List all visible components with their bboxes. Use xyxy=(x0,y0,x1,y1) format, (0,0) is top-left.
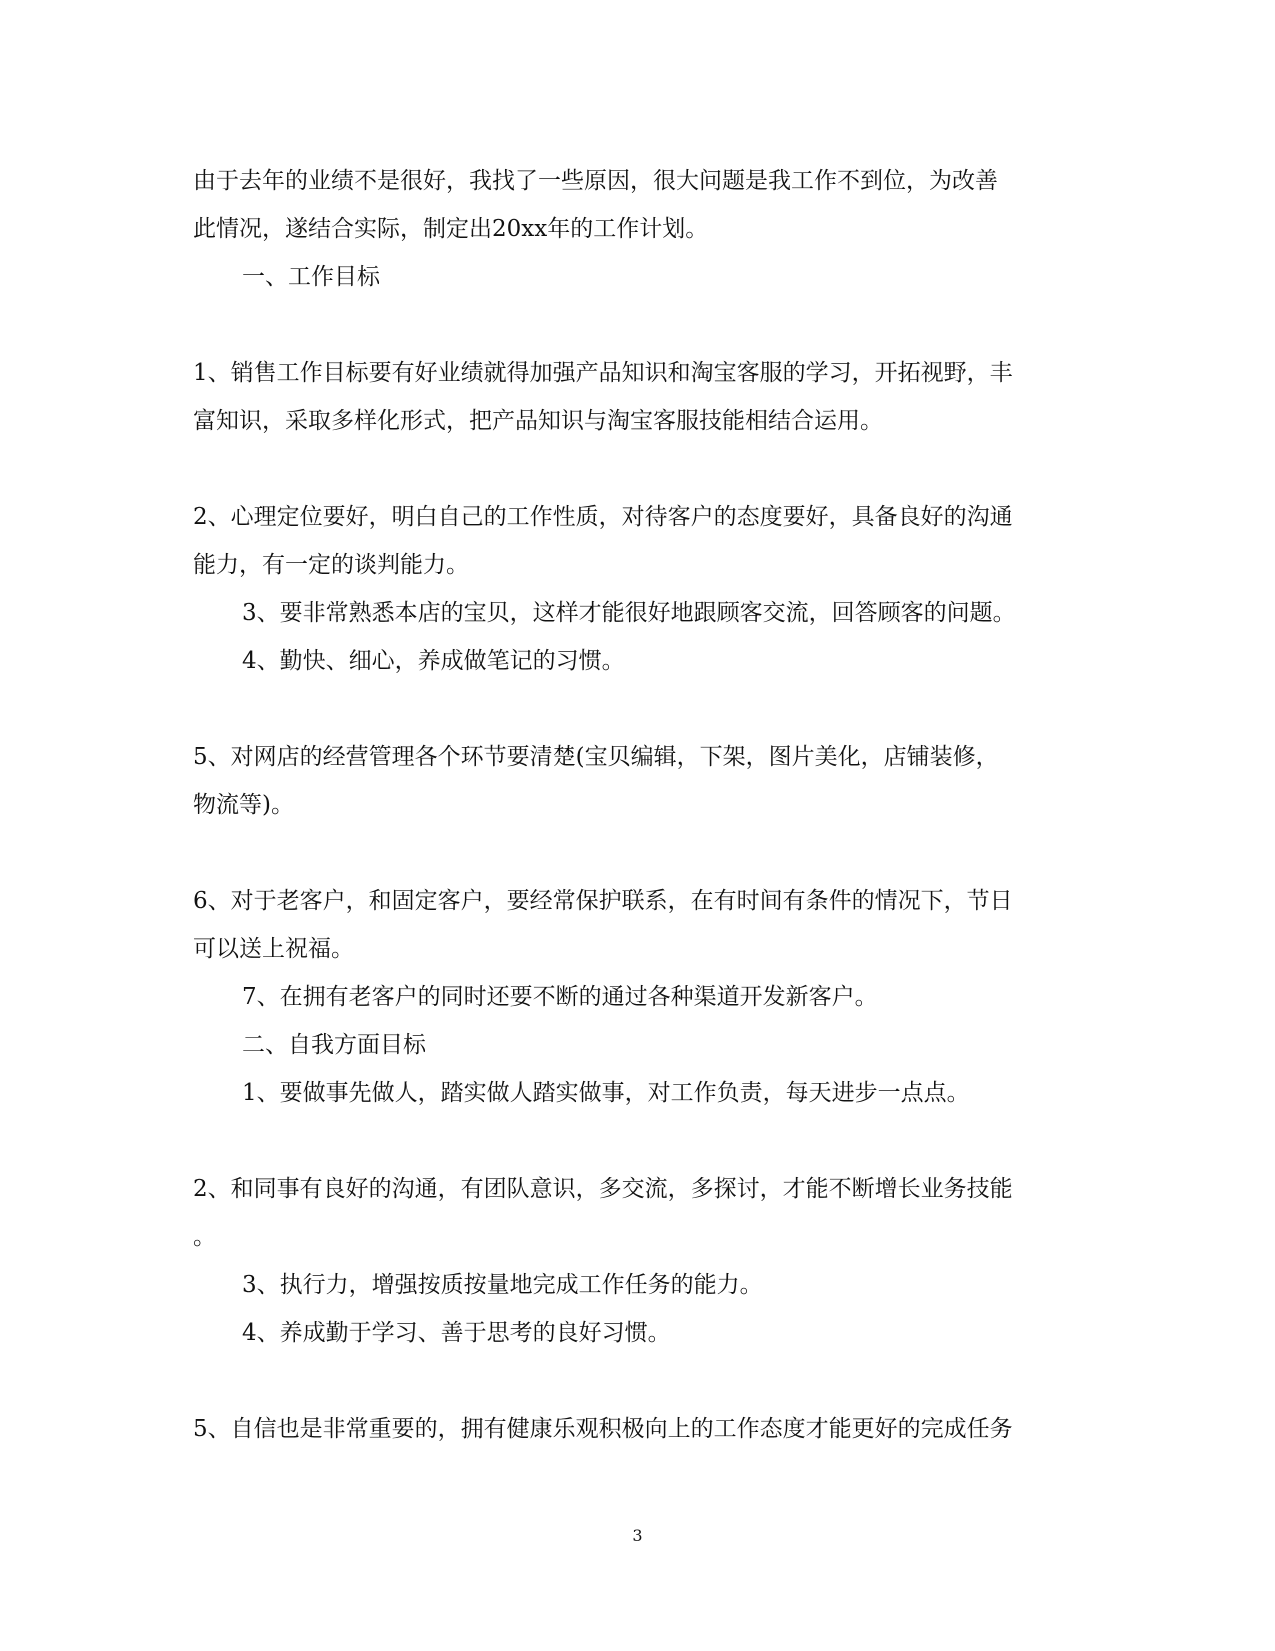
paragraph-line: 此情况，遂结合实际，制定出20xx年的工作计划。 xyxy=(193,216,709,242)
paragraph-line: 由于去年的业绩不是很好，我找了一些原因，很大问题是我工作不到位，为改善 xyxy=(193,168,998,194)
section-heading: 二、自我方面目标 xyxy=(242,1032,426,1058)
paragraph-line: 1、要做事先做人，踏实做人踏实做事，对工作负责，每天进步一点点。 xyxy=(242,1080,970,1106)
paragraph-line: 2、心理定位要好，明白自己的工作性质，对待客户的态度要好，具备良好的沟通 xyxy=(193,504,1013,530)
page-number: 3 xyxy=(632,1526,643,1545)
paragraph-line: 4、养成勤于学习、善于思考的良好习惯。 xyxy=(242,1320,671,1346)
paragraph-line: 可以送上祝福。 xyxy=(193,936,354,962)
paragraph-line: 富知识，采取多样化形式，把产品知识与淘宝客服技能相结合运用。 xyxy=(193,408,883,434)
section-heading: 一、工作目标 xyxy=(242,264,380,290)
paragraph-line: 7、在拥有老客户的同时还要不断的通过各种渠道开发新客户。 xyxy=(242,984,878,1010)
paragraph-line: 5、对网店的经营管理各个环节要清楚(宝贝编辑，下架，图片美化，店铺装修， xyxy=(193,744,999,770)
paragraph-line: 3、执行力，增强按质按量地完成工作任务的能力。 xyxy=(242,1272,763,1298)
paragraph-line: 5、自信也是非常重要的，拥有健康乐观积极向上的工作态度才能更好的完成任务 xyxy=(193,1416,1013,1442)
paragraph-line: 能力，有一定的谈判能力。 xyxy=(193,552,469,578)
paragraph-line: 4、勤快、细心，养成做笔记的习惯。 xyxy=(242,648,625,674)
paragraph-line: 2、和同事有良好的沟通，有团队意识，多交流，多探讨，才能不断增长业务技能 xyxy=(193,1176,1013,1202)
paragraph-line: 3、要非常熟悉本店的宝贝，这样才能很好地跟顾客交流，回答顾客的问题。 xyxy=(242,600,1016,626)
paragraph-line: 。 xyxy=(193,1224,216,1250)
paragraph-line: 6、对于老客户，和固定客户，要经常保护联系，在有时间有条件的情况下，节日 xyxy=(193,888,1013,914)
paragraph-line: 1、销售工作目标要有好业绩就得加强产品知识和淘宝客服的学习，开拓视野，丰 xyxy=(193,360,1013,386)
paragraph-line: 物流等)。 xyxy=(193,792,294,818)
